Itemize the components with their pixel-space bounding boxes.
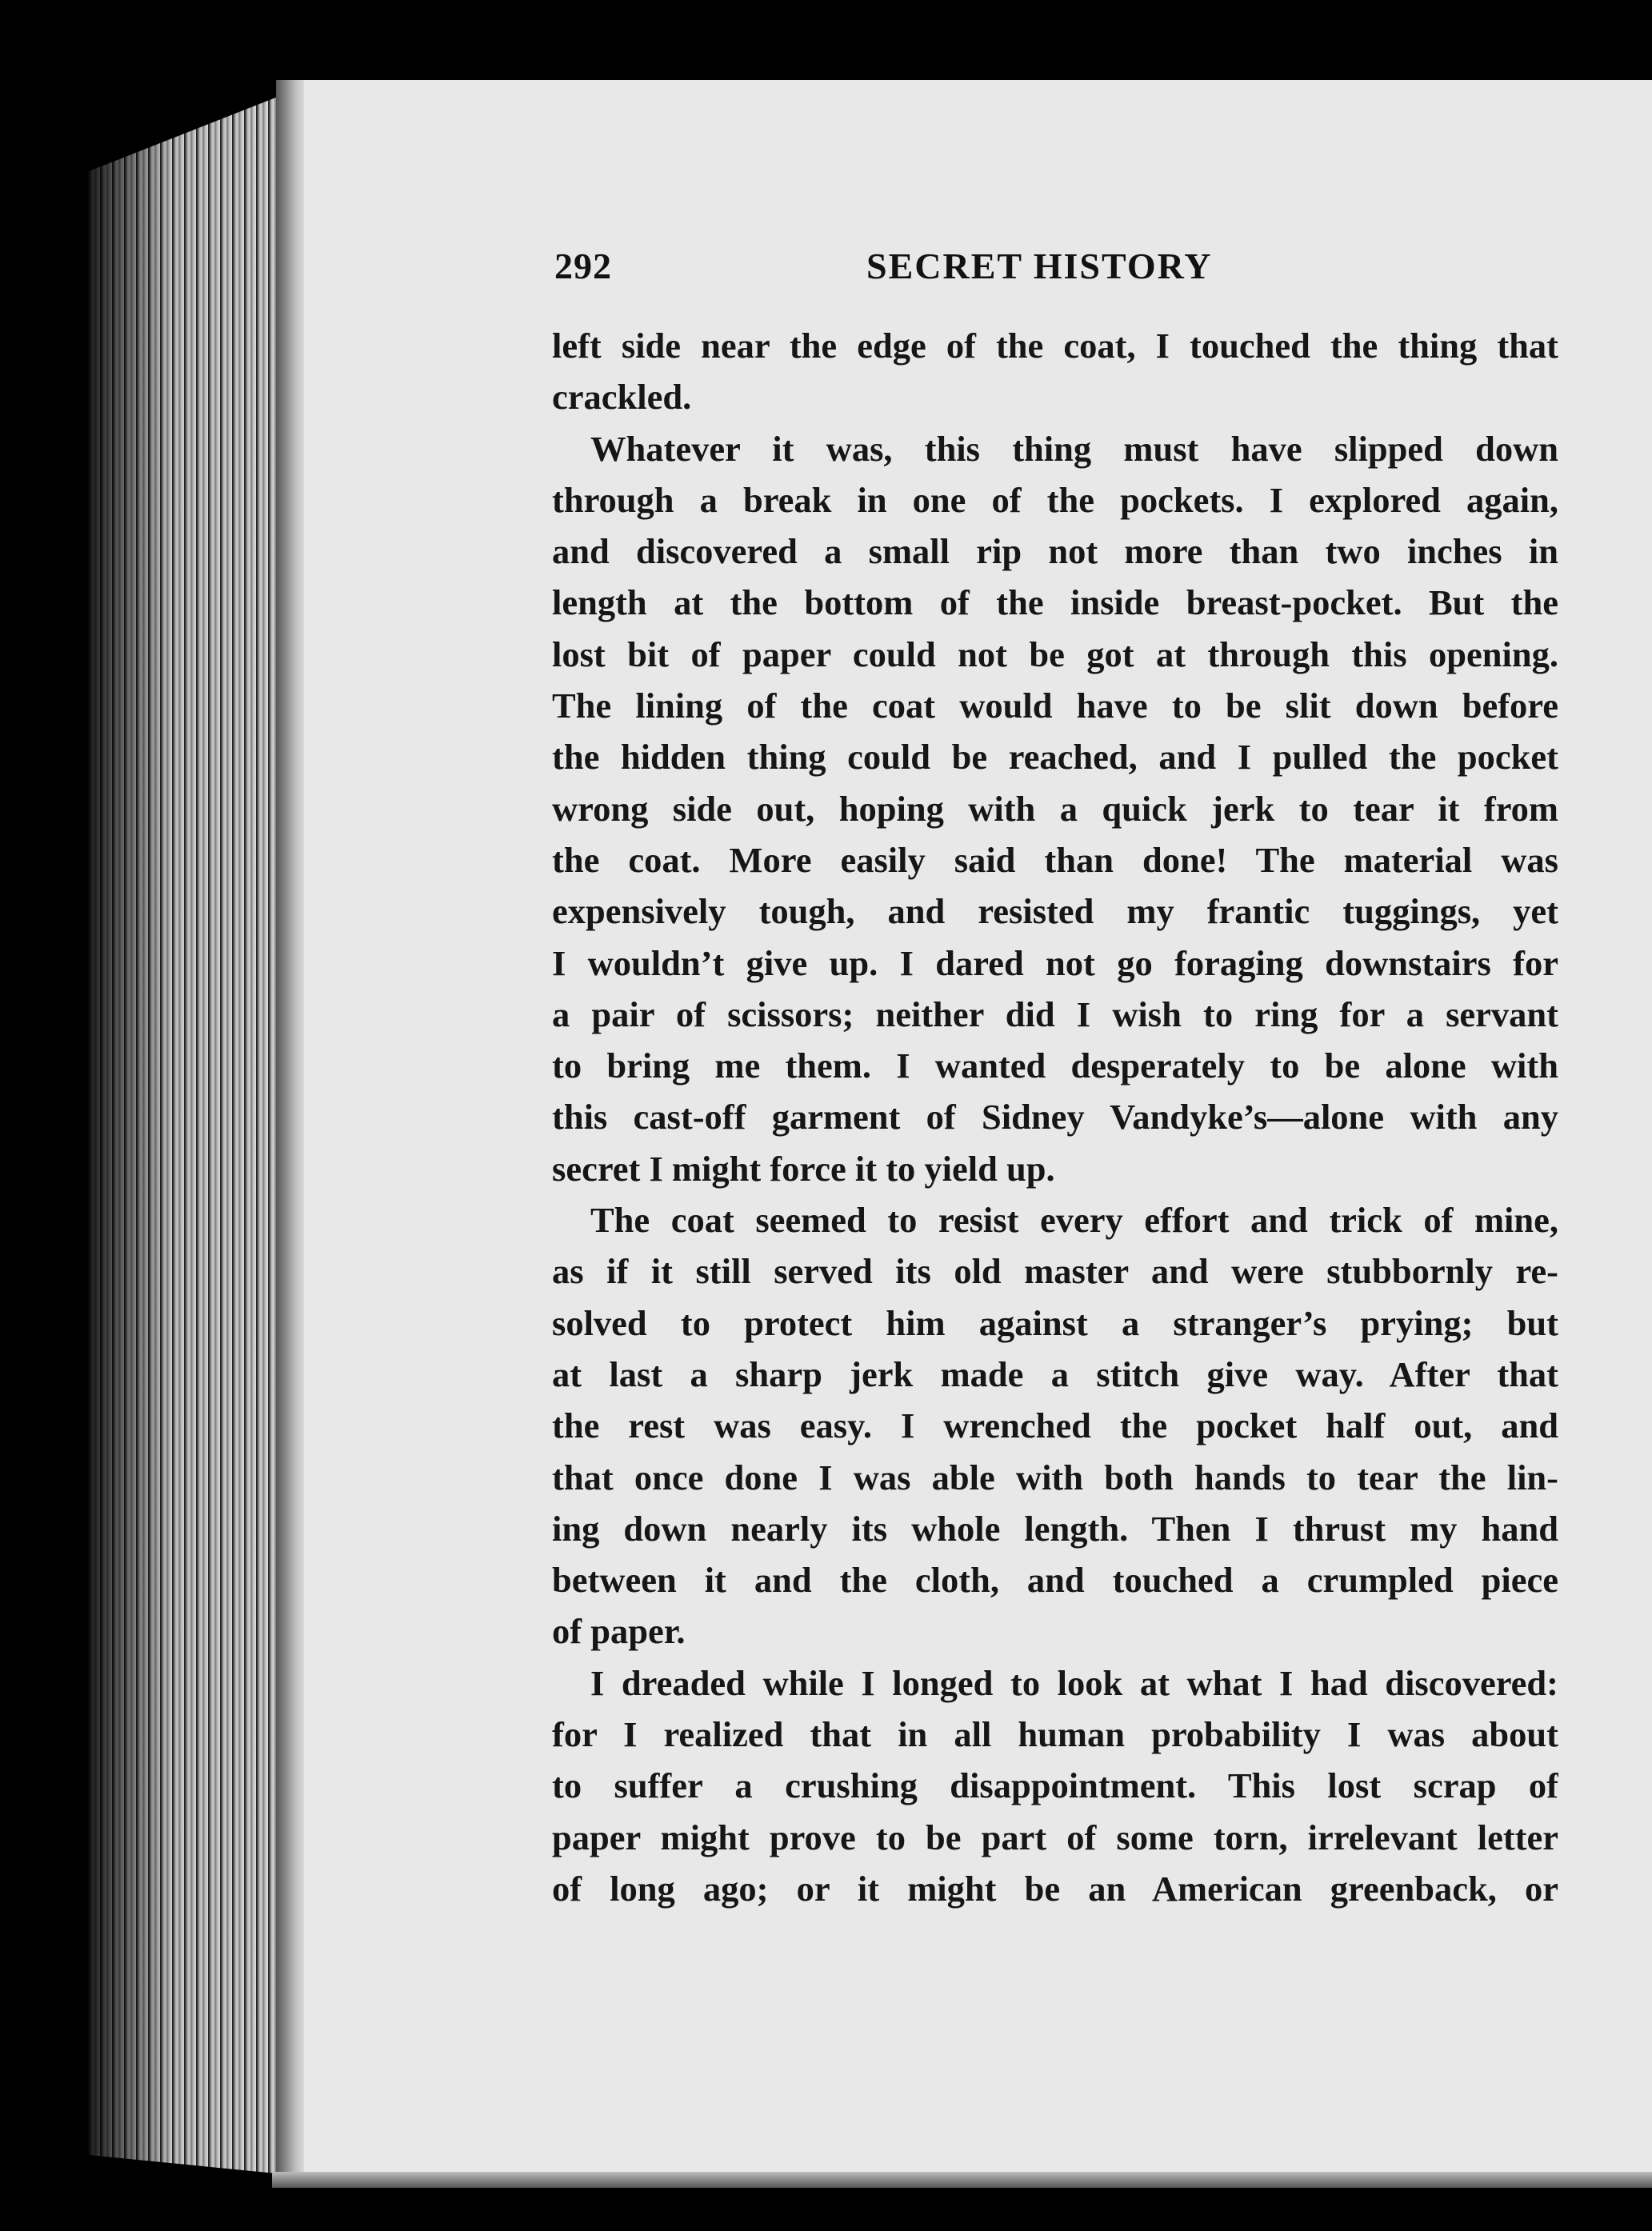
text-line: that once done I was able with both hands to tear the lin- [552, 1457, 1558, 1497]
text-line: at last a sharp jerk made a stitch give way. After that [552, 1353, 1558, 1394]
page-bottom-edge [272, 2172, 1652, 2188]
text-line: to bring me them. I wanted desperately to be alone with [552, 1046, 1558, 1086]
text-line: of paper. [552, 1611, 686, 1652]
text-line: for I realized that in all human probability I was about [552, 1714, 1558, 1755]
text-line: The coat seemed to resist every effort and trick of mine, [590, 1200, 1558, 1241]
text-line: as if it still served its old master and were stubbornly re- [552, 1251, 1558, 1292]
text-line: secret I might force it to yield up. [552, 1148, 1055, 1189]
text-line: Whatever it was, this thing must have slipped down [590, 428, 1558, 469]
text-line: I dreaded while I longed to look at what I had discovered: [590, 1662, 1558, 1703]
running-title: SECRET HISTORY [866, 246, 1213, 286]
text-line: paper might prove to be part of some torn, irrelevant letter [552, 1817, 1558, 1857]
text-line: and discovered a small rip not more than two inches in [552, 531, 1558, 572]
text-line: between it and the cloth, and touched a crumpled piece [552, 1560, 1558, 1601]
body-text [552, 320, 1558, 1914]
text-line: a pair of scissors; neither did I wish to ring for a servant [552, 994, 1558, 1034]
text-line: lost bit of paper could not be got at through this opening. [552, 634, 1558, 674]
text-line: I wouldn’t give up. I dared not go foraging downstairs for [552, 942, 1558, 983]
page-number: 292 [554, 246, 612, 286]
text-line: the hidden thing could be reached, and I pulled the pocket [552, 737, 1558, 778]
text-line: ing down nearly its whole length. Then I thrust my hand [552, 1508, 1558, 1549]
text-line: this cast-off garment of Sidney Vandyke’s—alone with any [552, 1097, 1558, 1137]
text-line: through a break in one of the pockets. I explored again, [552, 479, 1558, 520]
text-line: of long ago; or it might be an American greenback, or [552, 1868, 1558, 1909]
text-line: the rest was easy. I wrenched the pocket half out, and [552, 1405, 1558, 1446]
running-head [554, 245, 1242, 293]
text-line: crackled. [552, 377, 692, 418]
text-line: expensively tough, and resisted my frantic tuggings, yet [552, 891, 1558, 932]
text-line: The lining of the coat would have to be slit down before [552, 686, 1558, 726]
text-line: to suffer a crushing disappointment. This lost scrap of [552, 1765, 1558, 1806]
text-line: left side near the edge of the coat, I touched the thing that [552, 326, 1558, 366]
text-line: wrong side out, hoping with a quick jerk to tear it from [552, 788, 1558, 829]
book-fore-edge [88, 88, 300, 2176]
text-line: length at the bottom of the inside breast-pocket. But the [552, 582, 1558, 623]
text-line: the coat. More easily said than done! The material was [552, 839, 1558, 880]
page-gutter-shadow [276, 80, 308, 2176]
text-line: solved to protect him against a stranger’s prying; but [552, 1302, 1558, 1343]
